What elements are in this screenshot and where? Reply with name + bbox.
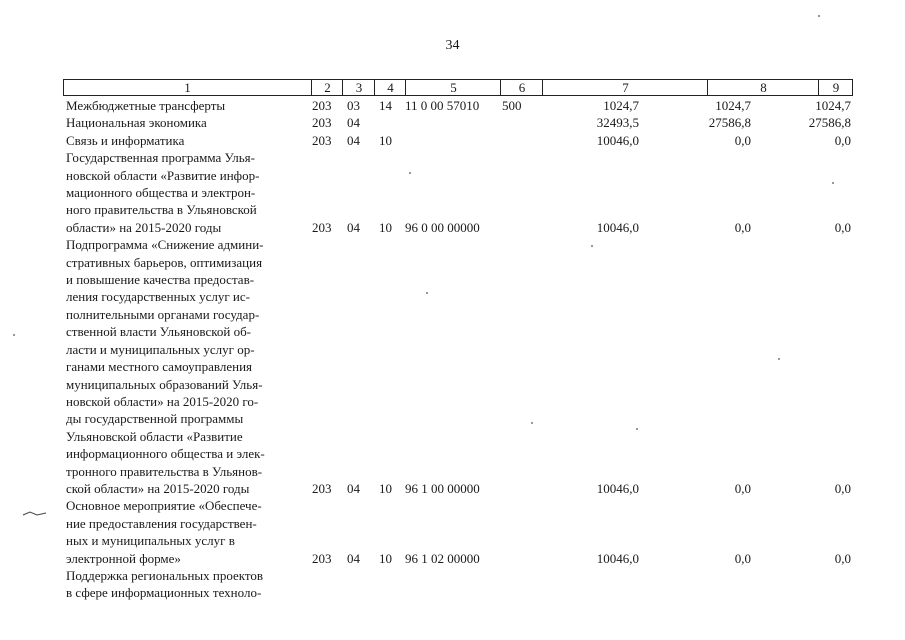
header-col-2: 2 (311, 80, 343, 95)
section-code: 04 (347, 550, 360, 566)
row-name-line: ской области» на 2015-2020 годы (66, 480, 250, 496)
row-name-line: стративных барьеров, оптимизация (66, 254, 263, 270)
amount-col-9: 1024,7 (815, 98, 851, 113)
header-col-5: 5 (405, 80, 501, 95)
amount-col-9: 0,0 (834, 550, 851, 566)
target-article-code: 11 0 00 57010 (405, 98, 480, 113)
row-name-line: Межбюджетные трансферты (66, 98, 226, 113)
amount-col-8: 27586,8 (708, 115, 751, 131)
amount-col-9: 0,0 (834, 480, 851, 496)
header-col-4: 4 (374, 80, 406, 95)
header-col-6: 6 (500, 80, 543, 95)
row-name-line: новской области «Развитие инфор- (66, 167, 260, 183)
section-code: 03 (347, 98, 360, 113)
row-name-line: ласти и муниципальных услуг ор- (66, 341, 255, 357)
row-name-line: ганами местного самоуправления (66, 359, 253, 375)
section-code: 04 (347, 480, 360, 496)
header-col-3: 3 (342, 80, 375, 95)
row-name-line: Основное мероприятие «Обеспече- (66, 498, 262, 514)
amount-col-8: 0,0 (734, 550, 751, 566)
row-codes (0, 97, 905, 114)
scan-speck (409, 172, 411, 174)
row-codes (0, 132, 905, 149)
row-name-line: новской области» на 2015-2020 го- (66, 393, 259, 409)
scan-speck (778, 358, 780, 360)
amount-col-7: 1024,7 (603, 98, 639, 113)
row-name-line: электронной форме» (66, 550, 181, 566)
scan-speck (426, 292, 428, 294)
pen-mark-icon (22, 509, 52, 519)
row-name-line: тронного правительства в Ульянов- (66, 463, 263, 479)
table-row (0, 149, 905, 236)
admin-code: 203 (312, 115, 332, 131)
row-name (66, 236, 301, 497)
admin-code: 203 (312, 550, 332, 566)
amount-col-8: 0,0 (734, 132, 751, 148)
scan-speck (818, 15, 820, 17)
amount-col-8: 1024,7 (715, 98, 751, 113)
scan-speck (636, 428, 638, 430)
admin-code: 203 (312, 219, 332, 235)
table-row (0, 132, 905, 149)
row-name-line: ных и муниципальных услуг в (66, 533, 235, 549)
row-name-line: Национальная экономика (66, 115, 207, 131)
header-col-8: 8 (707, 80, 819, 95)
amount-col-8: 0,0 (734, 480, 751, 496)
amount-col-7: 10046,0 (596, 480, 639, 496)
row-name-line: в сфере информационных техноло- (66, 585, 262, 601)
table-row (0, 97, 905, 114)
header-col-1: 1 (184, 80, 191, 95)
target-article-code: 96 1 00 00000 (405, 480, 480, 496)
row-name-line: муниципальных образований Улья- (66, 376, 263, 392)
scan-speck (591, 245, 593, 247)
subsection-code: 14 (379, 98, 392, 113)
row-name-line: ды государственной программы (66, 411, 244, 427)
row-codes (0, 114, 905, 131)
admin-code: 203 (312, 132, 332, 148)
table-body (0, 97, 905, 602)
subsection-code: 10 (379, 480, 392, 496)
row-name-line: ние предоставления государствен- (66, 515, 257, 531)
table-row (0, 567, 905, 602)
row-name-line: мационного общества и электрон- (66, 185, 256, 201)
row-name-line: ственной власти Ульяновской об- (66, 324, 252, 340)
scan-speck (832, 182, 834, 184)
expense-type-code: 500 (502, 98, 522, 113)
table-row (0, 497, 905, 567)
amount-col-9: 0,0 (834, 219, 851, 235)
section-code: 04 (347, 132, 360, 148)
target-article-code: 96 1 02 00000 (405, 550, 480, 566)
header-col-7: 7 (542, 80, 708, 95)
table-row (0, 236, 905, 497)
row-name-line: Связь и информатика (66, 132, 185, 148)
amount-col-7: 10046,0 (596, 550, 639, 566)
row-name-line: информационного общества и элек- (66, 446, 265, 462)
row-name-line: области» на 2015-2020 годы (66, 219, 222, 235)
page-number: 34 (445, 38, 460, 53)
row-name-line: Государственная программа Улья- (66, 150, 255, 166)
row-name-line: Подпрограмма «Снижение админи- (66, 237, 264, 253)
row-name-line: ного правительства в Ульяновской (66, 202, 257, 218)
row-codes (0, 219, 905, 236)
table-row (0, 114, 905, 131)
amount-col-8: 0,0 (734, 219, 751, 235)
scan-speck (13, 334, 15, 336)
table-header (63, 79, 853, 96)
row-name-line: и повышение качества предостав- (66, 272, 255, 288)
scan-speck (531, 422, 533, 424)
section-code: 04 (347, 115, 360, 131)
amount-col-9: 27586,8 (808, 115, 851, 131)
row-codes (0, 584, 905, 601)
row-name-line: Ульяновской области «Развитие (66, 428, 243, 444)
amount-col-7: 10046,0 (596, 132, 639, 148)
amount-col-9: 0,0 (834, 132, 851, 148)
row-codes (0, 480, 905, 497)
amount-col-7: 32493,5 (596, 115, 639, 131)
row-name-line: ления государственных услуг ис- (66, 289, 250, 305)
subsection-code: 10 (379, 550, 392, 566)
row-name-line: полнительными органами государ- (66, 306, 260, 322)
subsection-code: 10 (379, 132, 392, 148)
header-col-9: 9 (818, 80, 853, 95)
target-article-code: 96 0 00 00000 (405, 219, 480, 235)
amount-col-7: 10046,0 (596, 219, 639, 235)
admin-code: 203 (312, 98, 332, 113)
section-code: 04 (347, 219, 360, 235)
subsection-code: 10 (379, 219, 392, 235)
admin-code: 203 (312, 480, 332, 496)
row-codes (0, 550, 905, 567)
row-name-line: Поддержка региональных проектов (66, 567, 264, 583)
